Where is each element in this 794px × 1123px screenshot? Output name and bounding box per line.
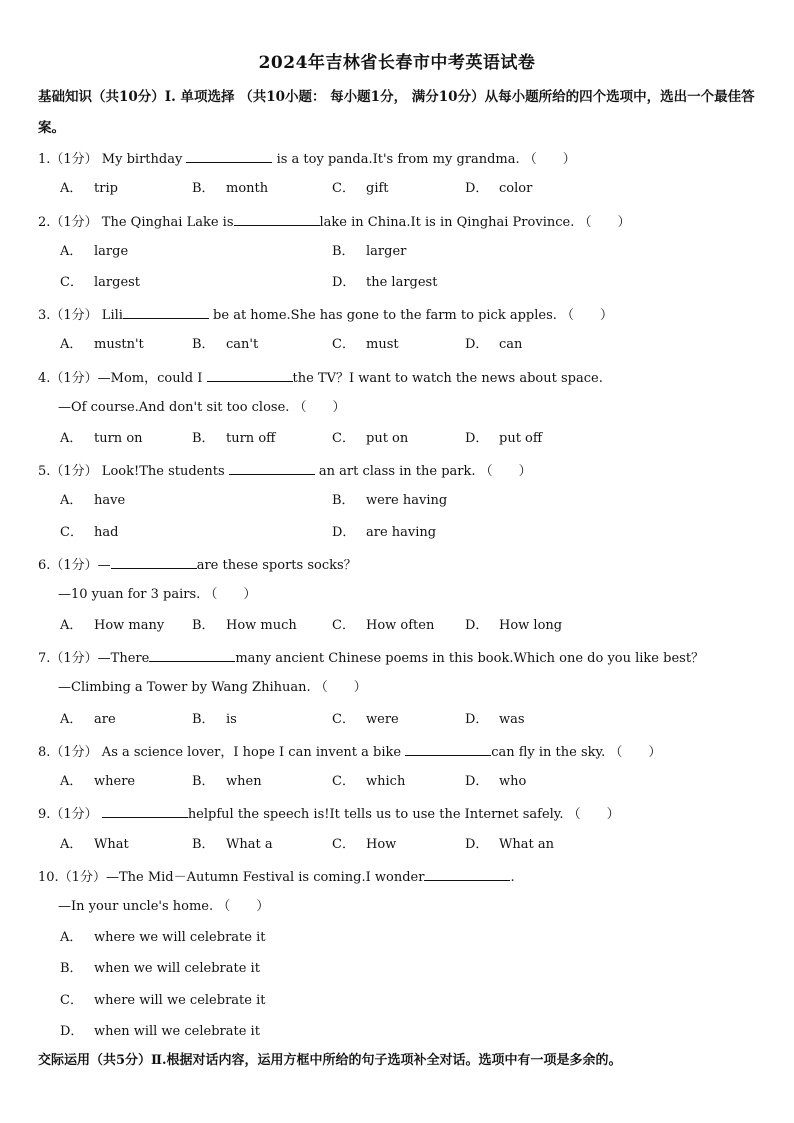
option-a: A． turn on — [60, 431, 143, 446]
section-2-instructions: 交际运用（共5分）Ⅱ.根据对话内容，运用方框中所给的句子选项补全对话。选项中有一项是多余的。 — [38, 1053, 622, 1068]
answer-blank — [149, 648, 235, 662]
option-c: C． which — [332, 774, 406, 789]
option-a: A． where — [60, 774, 136, 789]
option-b: B． were having — [332, 493, 448, 508]
question-7 — [38, 648, 704, 668]
question-9-stem-end: helpful the speech is!It tells us to use the Internet safely. （ ） — [187, 807, 620, 822]
question-8-stem: 8.（1分） As a science lover，I hope I can invent a bike — [38, 745, 406, 760]
section-1-instructions: 基础知识（共10分）Ⅰ. 单项选择 （共10小题： 每小题1分， 满分10分）从每小题所给的四个选项中，选出一个最佳答案。 — [38, 89, 755, 136]
question-1 — [38, 149, 576, 169]
question-4-reply: —Of course.And don't sit too close. （ ） — [58, 400, 346, 415]
option-a: A． large — [60, 244, 129, 259]
answer-blank — [234, 212, 320, 226]
answer-blank — [102, 804, 188, 818]
answer-blank — [405, 742, 491, 756]
question-5 — [38, 461, 532, 481]
option-b: B． turn off — [192, 431, 276, 446]
question-5-stem: 5.（1分） Look!The students — [38, 464, 229, 479]
option-a: A． What — [60, 837, 129, 852]
option-d: D． when will we celebrate it — [60, 1024, 260, 1039]
question-9 — [38, 804, 620, 824]
question-7-stem-end: many ancient Chinese poems in this book.Which one do you like best？ — [235, 651, 705, 666]
option-b: B． month — [192, 181, 269, 196]
option-b: B． is — [192, 712, 237, 727]
question-8 — [38, 742, 661, 762]
question-10-stem: 10.（1分）—The Mid－Autumn Festival is coming.I wonder — [38, 870, 425, 885]
question-4 — [38, 368, 603, 388]
option-d: D． was — [465, 712, 525, 727]
option-b: B． larger — [332, 244, 407, 259]
option-d: D． How long — [465, 618, 563, 633]
question-4-stem: 4.（1分）—Mom，could I — [38, 371, 207, 386]
question-7-stem: 7.（1分）—There — [38, 651, 150, 666]
option-d: D． can — [465, 337, 523, 352]
option-c: C． gift — [332, 181, 389, 196]
question-8-stem-end: can fly in the sky. （ ） — [491, 745, 662, 760]
option-b: B． How much — [192, 618, 297, 633]
option-c: C． must — [332, 337, 399, 352]
question-4-stem-end: the TV？I want to watch the news about space. — [292, 371, 603, 386]
question-1-stem: 1.（1分） My birthday — [38, 152, 187, 167]
question-2 — [38, 212, 630, 232]
question-1-stem-end: is a toy panda.It's from my grandma. （ ） — [272, 152, 576, 167]
question-6-reply: —10 yuan for 3 pairs. （ ） — [58, 587, 257, 602]
question-6-stem: 6.（1分）— — [38, 558, 111, 573]
answer-blank — [186, 149, 272, 163]
option-a: A． have — [60, 493, 126, 508]
question-2-stem: 2.（1分） The Qinghai Lake is — [38, 215, 234, 230]
exam-title: 2024年吉林省长春市中考英语试卷 — [258, 53, 536, 73]
option-d: D． put off — [465, 431, 543, 446]
option-a: A． trip — [60, 181, 118, 196]
option-c: C． put on — [332, 431, 409, 446]
option-b: B． when we will celebrate it — [60, 961, 260, 976]
option-a: A． How many — [60, 618, 165, 633]
question-7-reply: —Climbing a Tower by Wang Zhihuan. （ ） — [58, 680, 367, 695]
question-2-stem-end: lake in China.It is in Qinghai Province. （ ） — [319, 215, 631, 230]
option-c: C． largest — [60, 275, 141, 290]
option-d: D． are having — [332, 525, 437, 540]
answer-blank — [123, 305, 209, 319]
question-10 — [38, 867, 515, 887]
option-b: B． when — [192, 774, 262, 789]
question-3-stem-end: be at home.She has gone to the farm to pick apples. （ ） — [208, 308, 614, 323]
option-b: B． can't — [192, 337, 259, 352]
answer-blank — [424, 867, 510, 881]
option-a: A． where we will celebrate it — [60, 930, 266, 945]
option-a: A． mustn't — [60, 337, 144, 352]
option-d: D． color — [465, 181, 533, 196]
answer-blank — [111, 555, 197, 569]
question-5-stem-end: an art class in the park. （ ） — [314, 464, 532, 479]
option-d: D． What an — [465, 837, 554, 852]
option-d: D． the largest — [332, 275, 438, 290]
question-3 — [38, 305, 613, 325]
answer-blank — [207, 368, 293, 382]
option-c: C． had — [60, 525, 119, 540]
question-9-stem: 9.（1分） — [38, 807, 102, 822]
option-c: C． How often — [332, 618, 435, 633]
option-d: D． who — [465, 774, 527, 789]
question-6 — [38, 555, 357, 575]
question-3-stem: 3.（1分） Lili — [38, 308, 123, 323]
option-a: A． are — [60, 712, 116, 727]
question-10-stem-end: . — [510, 870, 515, 885]
option-b: B． What a — [192, 837, 273, 852]
option-c: C． where will we celebrate it — [60, 993, 266, 1008]
option-c: C． were — [332, 712, 399, 727]
question-6-stem-end: are these sports socks？ — [196, 558, 357, 573]
question-10-reply: —In your uncle's home. （ ） — [58, 899, 270, 914]
answer-blank — [229, 461, 315, 475]
option-c: C． How — [332, 837, 397, 852]
